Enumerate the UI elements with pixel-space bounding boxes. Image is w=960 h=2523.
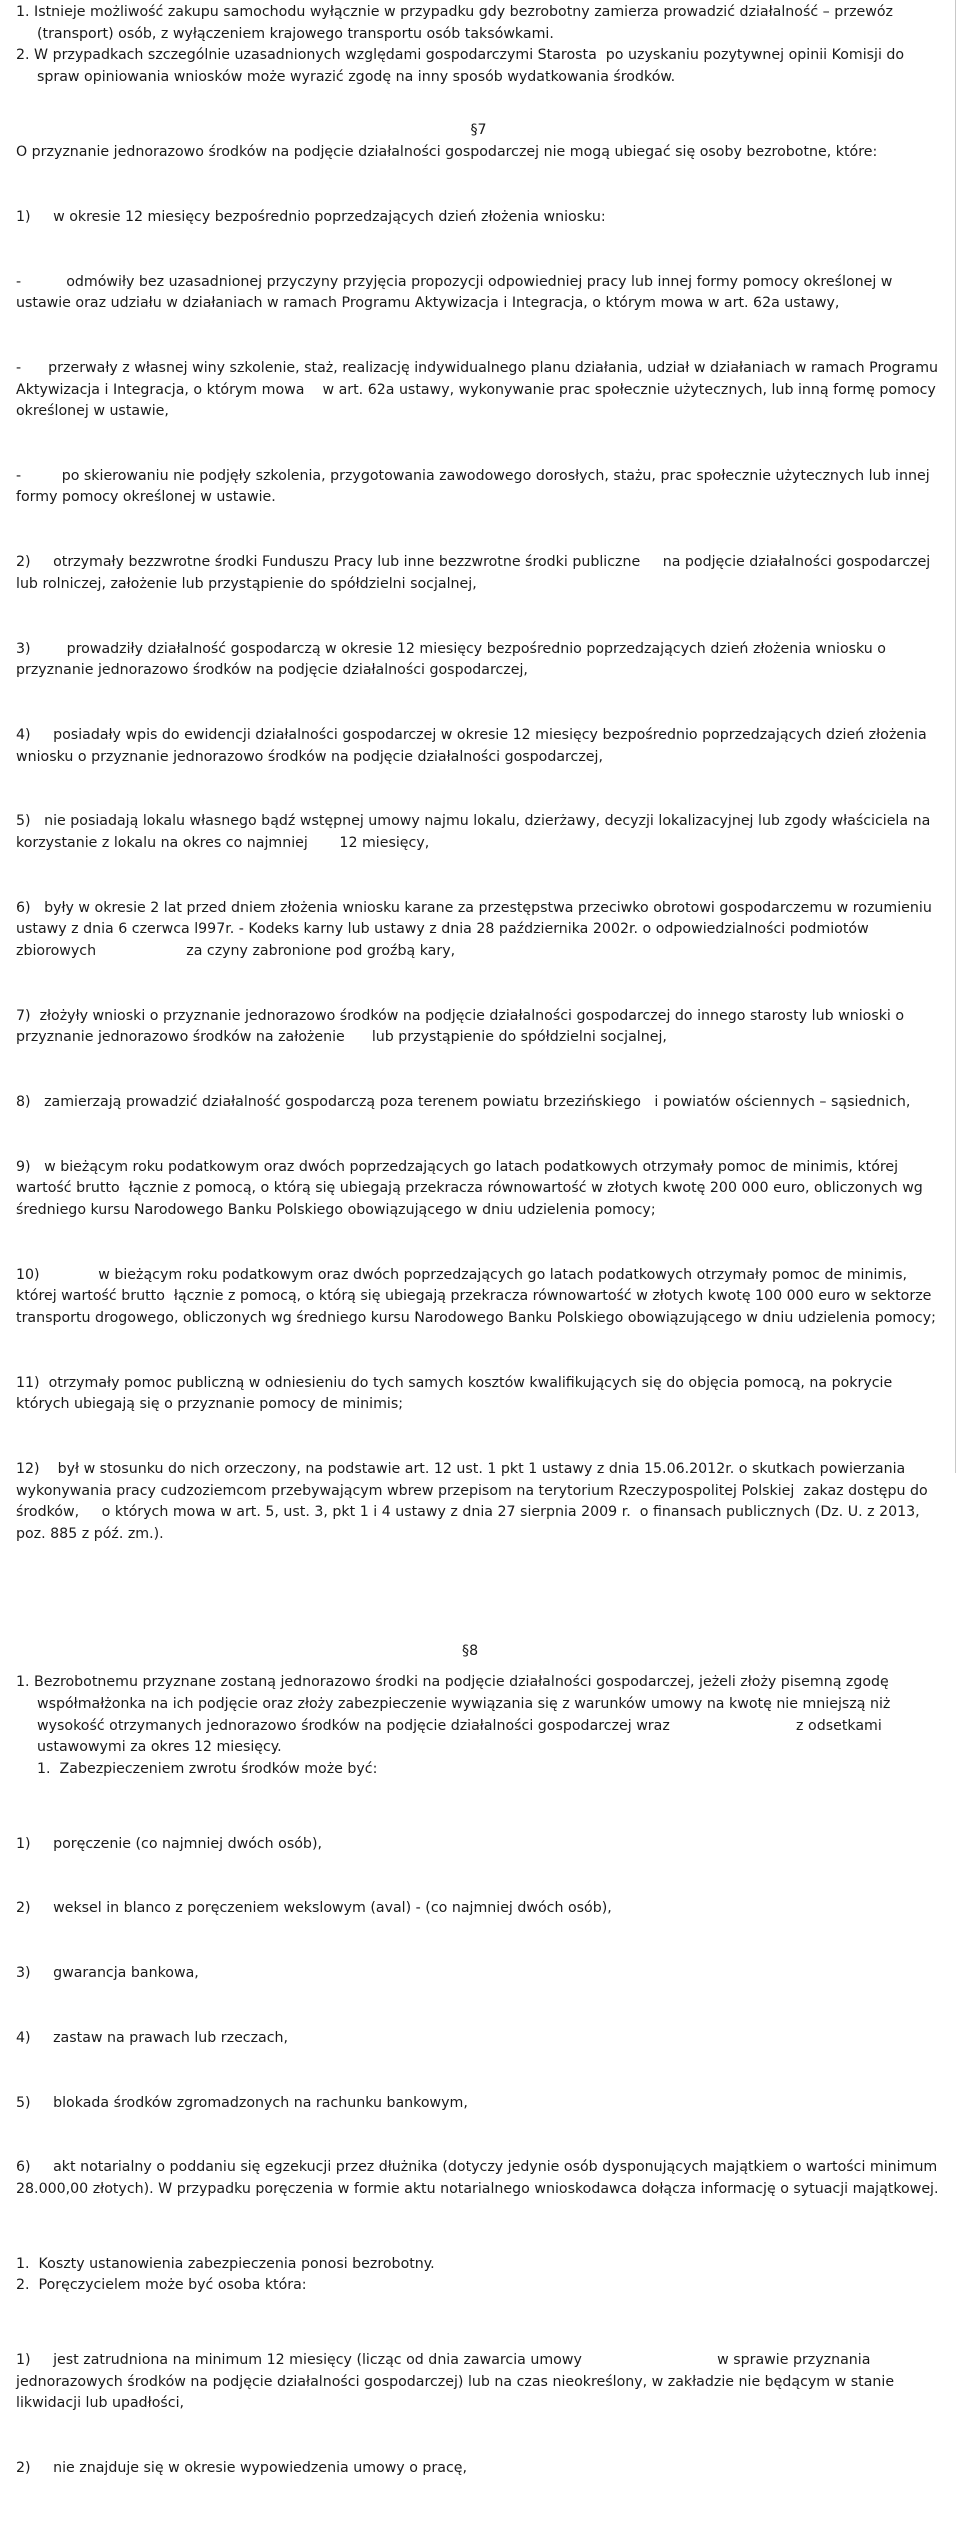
section-8-security-intro: 1. Zabezpieczeniem zwrotu środków może być:	[37, 1760, 378, 1777]
security-item: 3) gwarancja bankowa,	[16, 1965, 199, 1982]
document-page	[16, 2, 941, 2523]
top-list-item-2: 2. W przypadkach szczególnie uzasadnionych względami gospodarczymi Starosta po uzyskaniu pozytywnej opinii Komisji do spraw opiniowania wniosków może wyrazić zgodę na inny sposób wydatkowania środków.	[16, 47, 909, 85]
page-edge-line	[955, 0, 956, 1473]
section-7-list	[16, 164, 941, 1589]
section-7-item: - przerwały z własnej winy szkolenie, staż, realizację indywidualnego planu działania, udział w działaniach w ramach Programu Aktywizacja i Integracja, o którym mowa w art. 62a ustawy, wykonywanie prac społecznie użytecznych, lub inną formę pomocy określonej w ustawie,	[16, 359, 943, 420]
section-7-item: 3) prowadziły działalność gospodarczą w okresie 12 miesięcy bezpośrednio poprzedzających dzień złożenia wniosku o przyznanie jednorazowo środków na podjęcie działalności gospodarczej,	[16, 640, 891, 679]
security-item: 1) poręczenie (co najmniej dwóch osób),	[16, 1835, 322, 1852]
section-7-item: 7) złożyły wnioski o przyznanie jednorazowo środków na podjęcie działalności gospodarczej do innego starosty lub wnioski o przyznanie jednorazowo środków na założenie lub przystąpienie do spółdzielni socjalnej,	[16, 1007, 909, 1046]
section-7-item: 4) posiadały wpis do ewidencji działalności gospodarczej w okresie 12 miesięcy bezpośrednio poprzedzających dzień złożenia wniosku o przyznanie jednorazowo środków na podjęcie działalności gospodarczej,	[16, 727, 932, 765]
section-7-item: 6) były w okresie 2 lat przed dniem złożenia wniosku karane za przestępstwa przeciwko obrotowi gospodarczemu w rozumieniu ustawy z dnia 6 czerwca l997r. - Kodeks karny lub ustawy z dnia 28 października 2002r. o odpowiedzialności podmiotów zbiorowych za czyny zabronione pod groźbą kary,	[16, 899, 937, 959]
section-7-item: - odmówiły bez uzasadnionej przyczyny przyjęcia propozycji odpowiedniej pracy lub innej formy pomocy określonej w ustawie oraz udziału w działaniach w ramach Programu Aktywizacja i Integracja, o którym mowa w art. 62a ustawy,	[16, 273, 897, 312]
security-item: 5) blokada środków zgromadzonych na rachunku bankowym,	[16, 2094, 468, 2111]
costs-note: 1. Koszty ustanowienia zabezpieczenia ponosi bezrobotny.	[16, 2255, 435, 2272]
security-list	[16, 1790, 941, 2243]
guarantor-list	[16, 2307, 941, 2523]
section-7-item: - po skierowaniu nie podjęły szkolenia, przygotowania zawodowego dorosłych, stażu, prac społecznie użytecznych lub innej formy pomocy określonej w ustawie.	[16, 467, 935, 506]
section-8-heading: §8	[462, 1642, 479, 1659]
section-7-item: 8) zamierzają prowadzić działalność gospodarczą poza terenem powiatu brzezińskiego i powiatów ościennych – sąsiednich,	[16, 1094, 911, 1111]
security-item: 2) weksel in blanco z poręczeniem wekslowym (aval) - (co najmniej dwóch osób),	[16, 1900, 612, 1917]
section-7-item: 2) otrzymały bezzwrotne środki Funduszu Pracy lub inne bezzwrotne środki publiczne na podjęcie działalności gospodarczej lub rolniczej, założenie lub przystąpienie do spółdzielni socjalnej,	[16, 554, 935, 592]
section-7-item: 5) nie posiadają lokalu własnego bądź wstępnej umowy najmu lokalu, dzierżawy, decyzji lokalizacyjnej lub zgody właściciela na korzystanie z lokalu na okres co najmniej 12 miesięcy,	[16, 813, 935, 851]
security-item: 6) akt notarialny o poddaniu się egzekucji przez dłużnika (dotyczy jedynie osób dysponujących majątkiem o wartości minimum 28.000,00 złotych). W przypadku poręczenia w formie aktu notarialnego wnioskodawca dołącza informację o sytuacji majątkowej.	[16, 2159, 942, 2197]
section-7-heading: §7	[470, 122, 487, 139]
section-7-item: 12) był w stosunku do nich orzeczony, na podstawie art. 12 ust. 1 pkt 1 ustawy z dnia 15.06.2012r. o skutkach powierzania wykonywania pracy cudzoziemcom przebywającym wbrew przepisom na terytorium Rzeczypospolitej Polskiej zakaz dostępu do środków, o których mowa w art. 5, ust. 3, pkt 1 i 4 ustawy z dnia 27 sierpnia 2009 r. o finansach publicznych (Dz. U. z 2013, poz. 885 z póź. zm.).	[16, 1461, 933, 1542]
top-list-item-1: 1. Istnieje możliwość zakupu samochodu wyłącznie w przypadku gdy bezrobotny zamierza prowadzić działalność – przewóz (transport) osób, z wyłączeniem krajowego transportu osób taksówkami.	[16, 4, 898, 42]
security-item: 4) zastaw na prawach lub rzeczach,	[16, 2029, 289, 2046]
section-8-paragraph-1: 1. Bezrobotnemu przyznane zostaną jednorazowo środki na podjęcie działalności gospodarczej, jeżeli złoży pisemną zgodę współmałżonka na ich podjęcie oraz złoży zabezpieczenie wywiązania się z warunków umowy na kwotę nie mniejszą niż wysokość otrzymanych jednorazowo środków na podjęcie działalności gospodarczej wraz z odsetkami ustawowymi za okres 12 miesięcy.	[16, 1674, 895, 1756]
guarantor-intro: 2. Poręczycielem może być osoba która:	[16, 2277, 307, 2294]
section-7-item: 1) w okresie 12 miesięcy bezpośrednio poprzedzających dzień złożenia wniosku:	[16, 208, 606, 225]
guarantor-item: 2) nie znajduje się w okresie wypowiedzenia umowy o pracę,	[16, 2460, 467, 2477]
section-7-intro: O przyznanie jednorazowo środków na podjęcie działalności gospodarczej nie mogą ubiegać się osoby bezrobotne, które:	[16, 143, 878, 160]
section-7-item: 11) otrzymały pomoc publiczną w odniesieniu do tych samych kosztów kwalifikujących się do objęcia pomocą, na pokrycie których ubiegają się o przyznanie pomocy de minimis;	[16, 1374, 897, 1413]
section-7-item: 9) w bieżącym roku podatkowym oraz dwóch poprzedzających go latach podatkowych otrzymały pomoc de minimis, której wartość brutto łącznie z pomocą, o którą się ubiegają przekracza równowartość w złotych kwotę 200 000 euro, obliczonych wg średniego kursu Narodowego Banku Polskiego obowiązującego w dniu udzielenia pomocy;	[16, 1158, 928, 1219]
section-7-item: 10) w bieżącym roku podatkowym oraz dwóch poprzedzających go latach podatkowych otrzymały pomoc de minimis, której wartość brutto łącznie z pomocą, o którą się ubiegają przekracza równowartość w złotych kwotę 100 000 euro w sektorze transportu drogowego, obliczonych wg średniego kursu Narodowego Banku Polskiego obowiązującego w dniu udzielenia pomocy;	[16, 1266, 936, 1327]
guarantor-item: 1) jest zatrudniona na minimum 12 miesięcy (licząc od dnia zawarcia umowy w sprawie przyznania jednorazowych środków na podjęcie działalności gospodarczej) lub na czas nieokreślony, w zakładzie nie będącym w stanie likwidacji lub upadłości,	[16, 2352, 899, 2412]
